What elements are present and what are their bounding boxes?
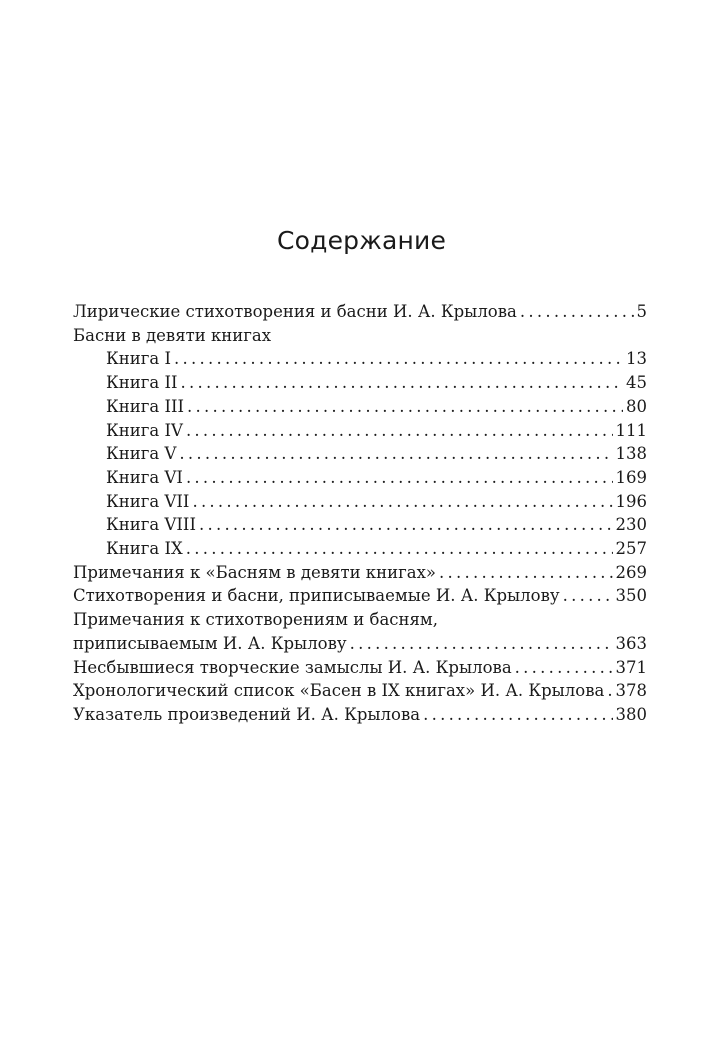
toc-entry-page: 380	[615, 704, 647, 724]
toc-entry-notes-attributed-line1	[73, 608, 647, 632]
toc-entry-page: 169	[615, 467, 647, 487]
toc-entry-book-6	[73, 466, 647, 490]
toc-entry-label: Книга I	[106, 349, 172, 369]
dot-leader	[423, 703, 612, 727]
toc-entry-book-4	[73, 419, 647, 443]
dot-leader	[520, 300, 634, 324]
page-title: Содержание	[276, 226, 447, 255]
dot-leader	[186, 419, 613, 443]
toc-entry-attributed-poems	[73, 584, 647, 608]
toc-entry-label: Книга II	[106, 373, 178, 393]
toc-entry-label-line1: Примечания к стихотворениям и басням,	[73, 610, 439, 630]
toc-entry-notes-fables	[73, 561, 647, 585]
toc-entry-book-8	[73, 513, 647, 537]
toc-entry-chronological-list	[73, 679, 647, 703]
toc-entry-page: 196	[615, 491, 647, 511]
toc-entry-page: 13	[626, 349, 647, 369]
toc-section-label: Басни в девяти книгах	[73, 325, 272, 345]
toc-entry-label: Книга III	[106, 396, 185, 416]
toc-entry-page: 269	[615, 562, 647, 582]
toc-entry-label: Стихотворения и басни, приписываемые И. А. Крылову	[73, 586, 560, 606]
toc-entry-label: Хронологический список «Басен в IX книгах» И. А. Крылова	[73, 681, 605, 701]
toc-entry-book-2	[73, 371, 647, 395]
toc-entry-label: Несбывшиеся творческие замыслы И. А. Крылова	[73, 657, 512, 677]
toc-entry-unrealized-plans	[73, 656, 647, 680]
toc-entry-label: приписываемым И. А. Крылову	[73, 633, 347, 653]
toc-entry-label: Книга IV	[106, 420, 183, 440]
toc-entry-label: Книга V	[106, 444, 177, 464]
dot-leader	[439, 561, 613, 585]
toc-entry-page: 5	[636, 302, 647, 321]
toc-entry-book-5	[73, 442, 647, 466]
toc-entry-book-3	[73, 395, 647, 419]
toc-entry-label: Примечания к «Басням в девяти книгах»	[73, 562, 436, 582]
toc-entry-label: Книга IX	[106, 539, 183, 559]
toc-section-fables	[73, 324, 647, 348]
toc-entry-page: 257	[615, 539, 647, 559]
dot-leader	[187, 395, 623, 419]
toc-entry-index	[73, 703, 647, 727]
toc-entry-page: 230	[615, 515, 647, 535]
toc-entry-notes-attributed	[73, 632, 647, 656]
toc-entry-page: 378	[615, 681, 647, 701]
dot-leader	[563, 584, 613, 608]
dot-leader	[186, 537, 613, 561]
toc-entry-page: 138	[615, 444, 647, 464]
dot-leader	[181, 371, 623, 395]
toc-entry-label: Указатель произведений И. А. Крылова	[73, 704, 421, 724]
toc-entry-page: 80	[626, 396, 647, 416]
toc-entry-page: 350	[615, 586, 647, 606]
toc-entry-book-1	[73, 347, 647, 371]
toc-entry-page: 45	[626, 373, 647, 393]
toc-entry-label: Книга VIII	[106, 515, 196, 535]
dot-leader	[515, 656, 613, 680]
table-of-contents	[73, 300, 647, 727]
toc-entry-page: 111	[615, 420, 647, 440]
dot-leader	[186, 466, 613, 490]
toc-entry-page: 371	[615, 657, 647, 677]
toc-entry-label: Лирические стихотворения и басни И. А. Крылова	[73, 302, 517, 321]
toc-entry-label: Книга VII	[106, 491, 190, 511]
dot-leader	[607, 679, 612, 703]
dot-leader	[192, 490, 612, 514]
toc-entry-lyric-poems	[73, 300, 647, 324]
dot-leader	[199, 513, 613, 537]
dot-leader	[350, 632, 613, 656]
dot-leader	[179, 442, 612, 466]
toc-entry-label: Книга VI	[106, 467, 183, 487]
toc-entry-page: 363	[615, 633, 647, 653]
dot-leader	[174, 347, 623, 371]
toc-entry-book-9	[73, 537, 647, 561]
toc-entry-book-7	[73, 490, 647, 514]
